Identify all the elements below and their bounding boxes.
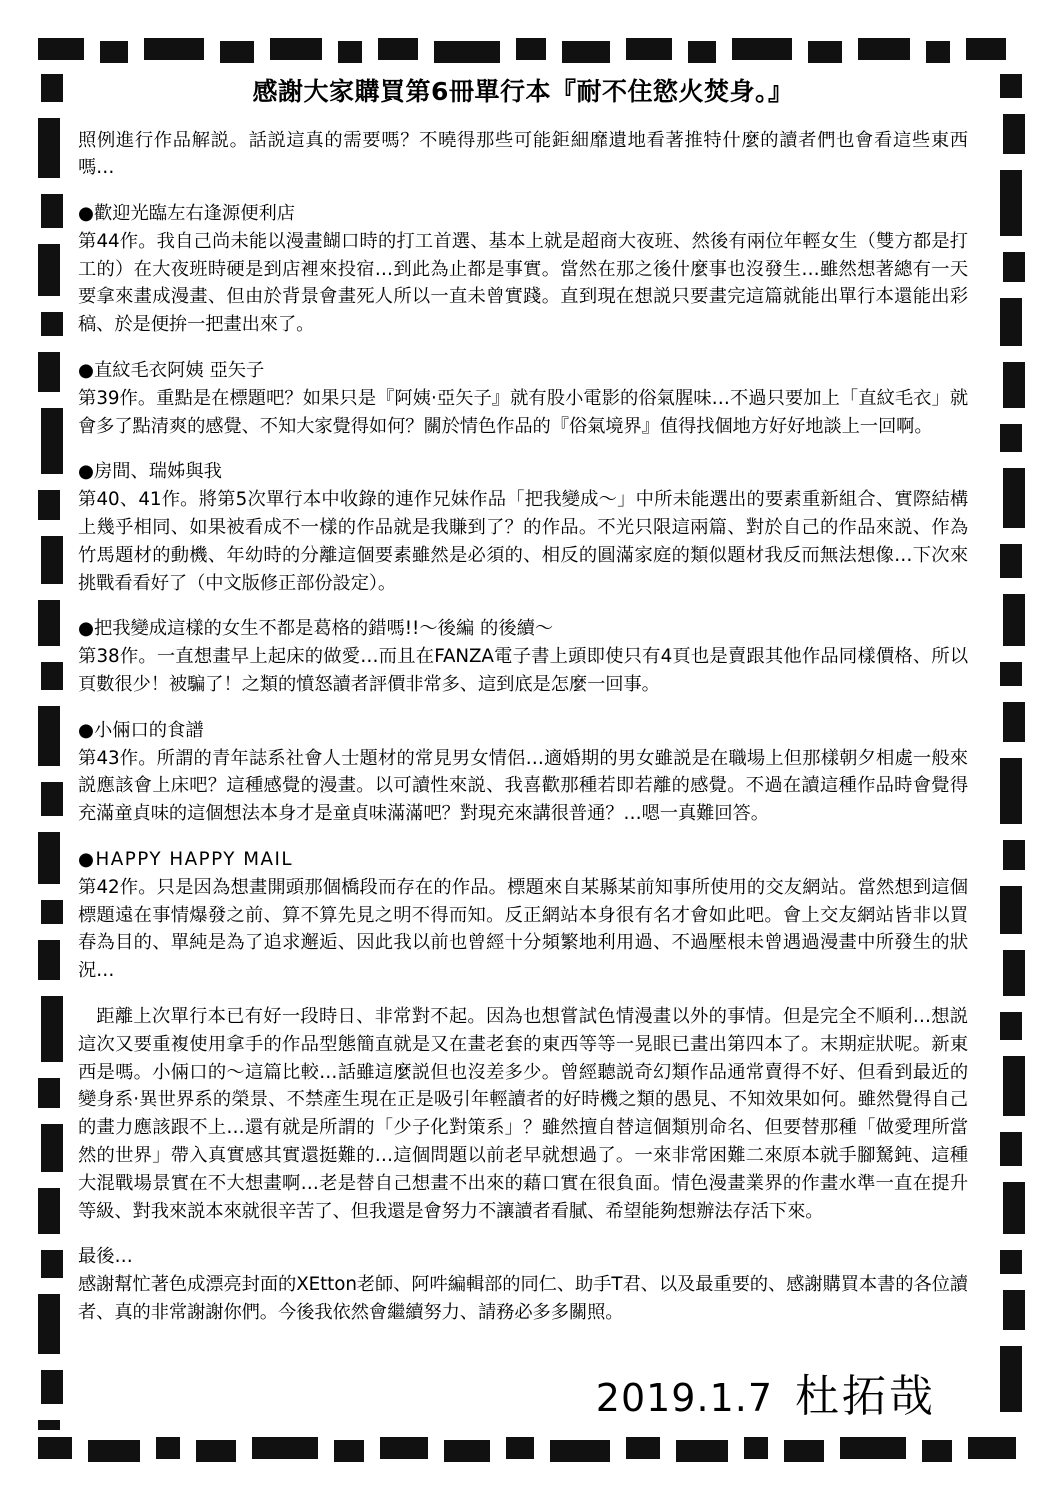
section-turned-me-into xyxy=(78,615,968,698)
final-block xyxy=(78,1243,968,1326)
signature-date: 2019.1.7 xyxy=(595,1376,773,1420)
section-happy-happy-mail xyxy=(78,846,968,985)
section-konbini xyxy=(78,200,968,339)
section-heading: ●把我變成這樣的女生不都是葛格的錯嗎!!〜後編 的後續〜 xyxy=(78,618,554,640)
section-heading: ●小倆口的食譜 xyxy=(78,719,204,741)
section-body: 第43作。所謂的青年誌系社會人士題材的常見男女情侶…適婚期的男女雖説是在職場上但那樣朝夕相處一般來説應該會上床吧？這種感覺的漫畫。以可讀性來説、我喜歡那種若即若離的感覺。不過在讀這種作品時會覺得充滿童貞味的這個想法本身才是童貞味滿滿吧？對現充來講很普通？…嗯一真難回答。 xyxy=(78,747,968,825)
section-heading: ●歡迎光臨左右逢源便利店 xyxy=(78,203,296,225)
section-heading: ●HAPPY HAPPY MAIL xyxy=(78,849,294,871)
intro-block xyxy=(78,127,968,183)
closing-block xyxy=(78,1003,968,1225)
section-body: 第40、41作。將第5次單行本中收錄的連作兄妹作品「把我變成〜」中所未能選出的要素重新組合、實際結構上幾乎相同、如果被看成不一樣的作品就是我賺到了？的作品。不光只限這兩篇、對於自己的作品來説、作為竹馬題材的動機、年幼時的分離這個要素雖然是必須的、相反的圓滿家庭的類似題材我反而無法想像…下次來挑戰看看好了（中文版修正部份設定）。 xyxy=(78,489,968,594)
section-body: 第44作。我自己尚未能以漫畫餬口時的打工首選、基本上就是超商大夜班、然後有兩位年輕女生（雙方都是打工的）在大夜班時硬是到店裡來投宿…到此為止都是事實。當然在那之後什麼事也沒發生…雖然想著總有一天要拿來畫成漫畫、但由於背景會畫死人所以一直未曾實踐。直到現在想説只要畫完這篇就能出單行本還能出彩稿、於是便拚一把畫出來了。 xyxy=(78,230,968,336)
section-room-sister-me xyxy=(78,458,968,597)
section-heading: ●房間、瑞姊與我 xyxy=(78,461,222,483)
section-body: 第38作。一直想畫早上起床的做愛…而且在FANZA電子書上頭即使只有4頁也是賣跟其他作品同樣價格、所以頁數很少！被騙了！之類的憤怒讀者評價非常多、這到底是怎麼一回事。 xyxy=(78,646,968,696)
section-couple-recipe xyxy=(78,717,968,828)
section-body: 第42作。只是因為想畫開頭那個橋段而存在的作品。標題來自某縣某前知事所使用的交友網站。當然想到這個標題遠在事情爆發之前、算不算先見之明不得而知。反正網站本身很有名才會如此吧。會上交友網站皆非以買春為目的、單純是為了追求邂逅、因此我以前也曾經十分頻繁地利用過、不過壓根未曾遇過漫畫中所發生的狀況… xyxy=(78,876,968,982)
final-heading: 最後… xyxy=(78,1246,133,1268)
closing-paragraph: 距離上次單行本已有好一段時日、非常對不起。因為也想嘗試色情漫畫以外的事情。但是完全不順利…想説這次又要重複使用拿手的作品型態簡直就是又在畫老套的東西等等一晃眼已畫出第四本了。末期症狀呢。新東西是嗎。小倆口的〜這篇比較…話雖這麼説但也沒差多少。曾經聽説奇幻類作品通常賣得不好、但看到最近的變身系‧異世界系的榮景、不禁產生現在正是吸引年輕讀者的好時機之類的愚見、不知效果如何。雖然覺得自己的畫力應該跟不上…還有就是所謂的「少子化對策系」？雖然擅自替這個類別命名、但要替那種「做愛理所當然的世界」帶入真實感其實還挺難的…這個問題以前老早就想過了。一來非常困難二來原本就手腳駑鈍、這種大混戰場景實在不大想畫啊…老是替自己想畫不出來的藉口實在很負面。情色漫畫業界的作畫水準一直在提升等級、對我來説本來就很辛苦了、但我還是會努力不讓讀者看膩、希望能夠想辦法存活下來。 xyxy=(78,1006,968,1222)
page-title: 感謝大家購買第6冊單行本『耐不住慾火焚身。』 xyxy=(252,77,794,106)
signature-name: 杜拓哉 xyxy=(795,1371,936,1422)
section-heading: ●直紋毛衣阿姨 亞矢子 xyxy=(78,360,265,382)
document-content xyxy=(78,62,968,1442)
final-paragraph: 感謝幫忙著色成漂亮封面的XEtton老師、阿吽編輯部的同仁、助手T君、以及最重要的、感謝購買本書的各位讀者、真的非常謝謝你們。今後我依然會繼續努力、請務必多多關照。 xyxy=(78,1274,968,1323)
section-sweater-ayako xyxy=(78,357,968,440)
intro-paragraph: 照例進行作品解説。話説這真的需要嗎？不曉得那些可能鉅細靡遺地看著推特什麼的讀者們也會看這些東西嗎… xyxy=(78,129,968,179)
signature xyxy=(596,1360,936,1424)
section-body: 第39作。重點是在標題吧？如果只是『阿姨‧亞矢子』就有股小電影的俗氣腥味…不過只要加上「直紋毛衣」就會多了點清爽的感覺、不知大家覺得如何？關於情色作品的『俗氣境界』值得找個地方好好地談上一回啊。 xyxy=(78,387,968,437)
